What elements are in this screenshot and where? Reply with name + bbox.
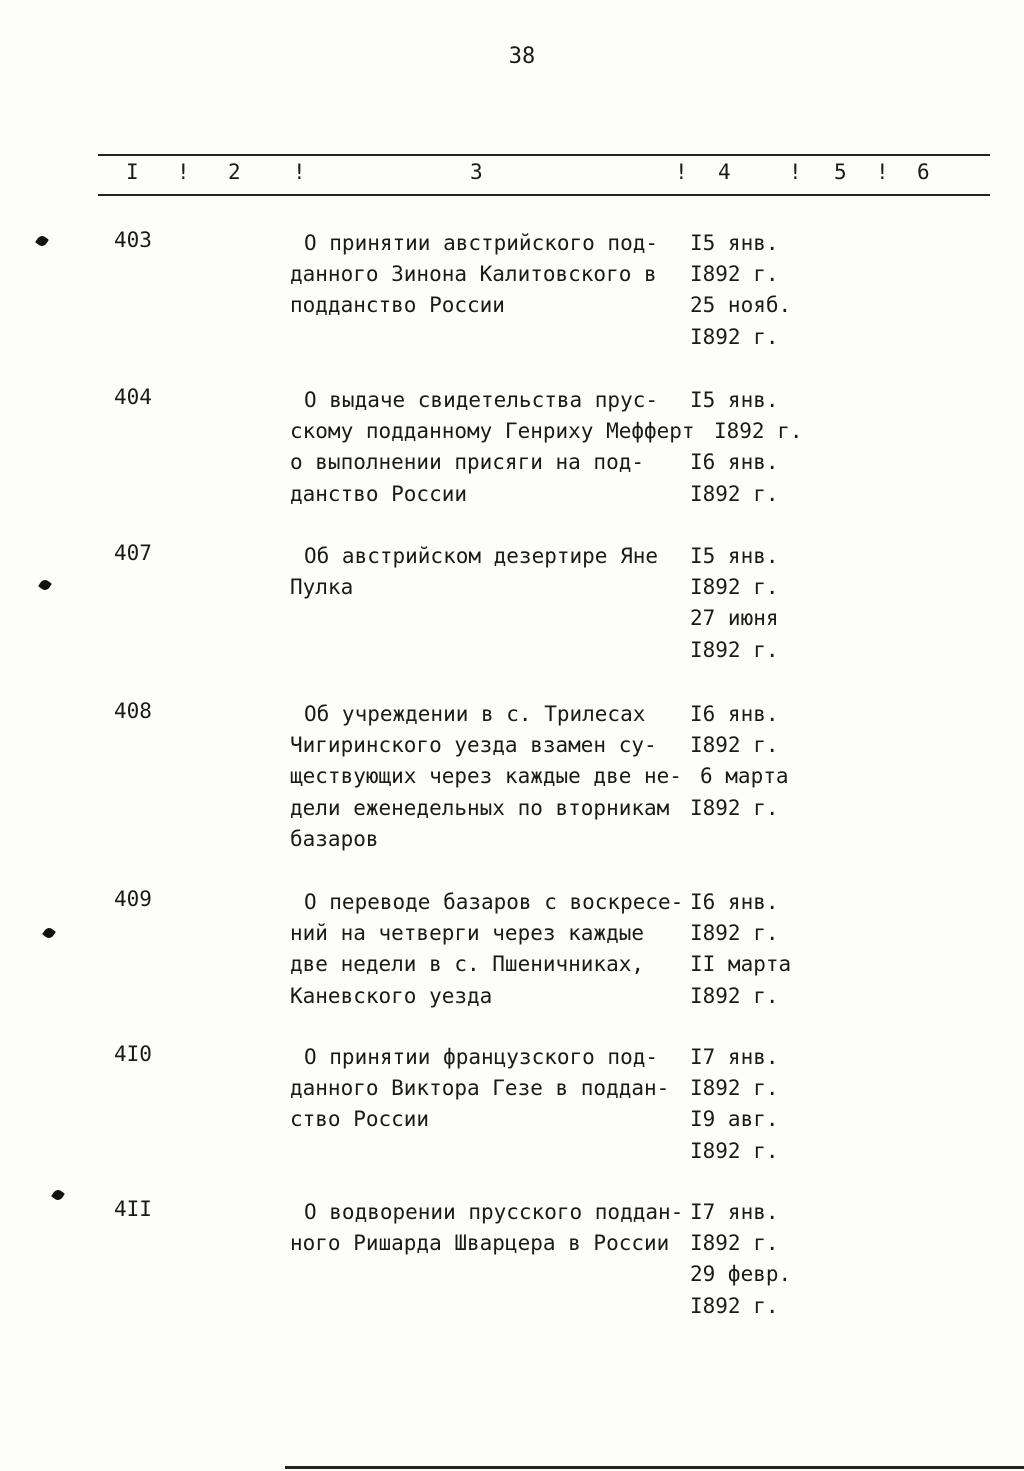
column-header-4: 4 xyxy=(718,160,731,184)
entry-number: 409 xyxy=(114,887,152,911)
entry-title: О принятии французского под- данного Виктора Гезе в поддан- ство России xyxy=(290,1045,670,1132)
column-header-2: 2 xyxy=(228,160,241,184)
margin-mark xyxy=(51,1188,65,1202)
entry-number: 4II xyxy=(114,1197,152,1221)
entry-number: 4I0 xyxy=(114,1042,152,1066)
page-bottom-rule xyxy=(285,1466,1024,1469)
entry-dates: I5 янв. I892 г. 27 июня I892 г. xyxy=(690,544,779,662)
column-header-6: 6 xyxy=(917,160,930,184)
entry-dates: I7 янв. I892 г. 29 февр. I892 г. xyxy=(690,1200,792,1318)
entry-number: 407 xyxy=(114,541,152,565)
entry-title: О водворении прусского поддан- ного Ришарда Шварцера в России xyxy=(290,1200,684,1256)
entry-dates: I5 янв. I892 г. I6 янв. I892 г. xyxy=(690,388,803,506)
entry-dates: I6 янв. I892 г. 6 марта I892 г. xyxy=(690,702,789,820)
margin-mark xyxy=(42,926,56,940)
entry-title: О принятии австрийского под- данного Зинона Калитовского в подданство России xyxy=(290,231,659,318)
entry-title: Об учреждении в с. Трилесах Чигиринского уезда взамен су- ществующих через каждые две не- дели еженедельных по вторникам базаров xyxy=(290,702,682,851)
entry-number: 404 xyxy=(114,385,152,409)
column-header-3: 3 xyxy=(470,160,483,184)
column-header-1: I xyxy=(126,160,139,184)
entry-number: 408 xyxy=(114,699,152,723)
entry-dates: I7 янв. I892 г. I9 авг. I892 г. xyxy=(690,1045,779,1163)
column-separator: ! xyxy=(789,160,802,184)
entry-title: О переводе базаров с воскресе- ний на четверги через каждые две недели в с. Пшеничниках, Каневского уезда xyxy=(290,890,684,1008)
column-separator: ! xyxy=(876,160,889,184)
column-separator: ! xyxy=(675,160,688,184)
column-separator: ! xyxy=(177,160,190,184)
table-header-bottom-rule xyxy=(98,194,990,196)
page-number: 38 xyxy=(508,44,536,69)
entry-dates: I6 янв. I892 г. II марта I892 г. xyxy=(690,890,792,1008)
entry-title: О выдаче свидетельства прус- скому подданному Генриху Мефферт о выполнении присяги на под- данство России xyxy=(290,388,695,506)
entry-number: 403 xyxy=(114,228,152,252)
entry-dates: I5 янв. I892 г. 25 нояб. I892 г. xyxy=(690,231,792,349)
entry-title: Об австрийском дезертире Яне Пулка xyxy=(290,544,659,600)
margin-mark xyxy=(35,234,49,248)
table-header-top-rule xyxy=(98,154,990,156)
column-separator: ! xyxy=(293,160,306,184)
column-header-5: 5 xyxy=(834,160,847,184)
margin-mark xyxy=(38,578,52,592)
